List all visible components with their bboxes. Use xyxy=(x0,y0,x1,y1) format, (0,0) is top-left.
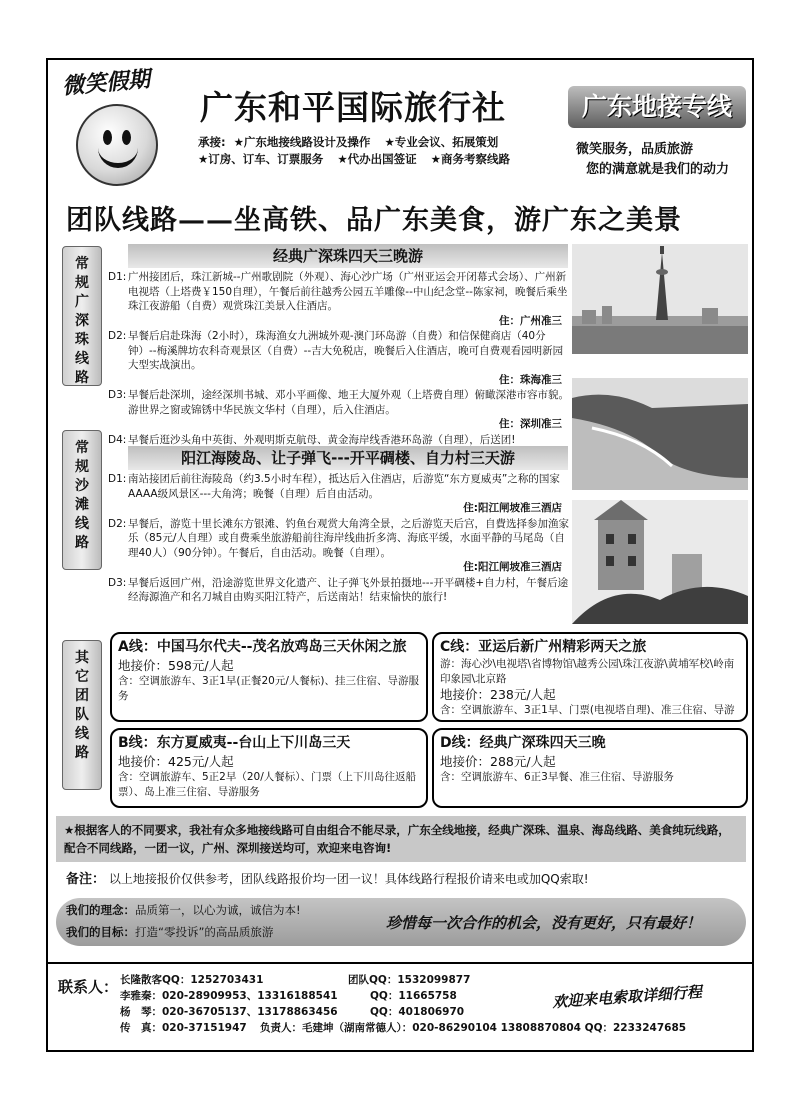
contact-row: 杨 琴：020-36705137、13178863456 xyxy=(120,1006,338,1018)
tab-other-routes xyxy=(62,640,102,790)
route-c-price: 地接价：238元/人起 xyxy=(440,687,556,702)
contact-label: 联系人： xyxy=(58,978,119,996)
route2-itinerary xyxy=(108,472,570,606)
slogan-line-2: 您的满意就是我们的动力 xyxy=(586,162,730,177)
service-item: ★专业会议、拓展策划 xyxy=(384,135,499,149)
contact-row-right: 负责人：毛建坤（湖南常德人）：020-86290104 13808870804 QQ：2233247685 xyxy=(260,1022,687,1034)
route-a-price: 地接价：598元/人起 xyxy=(118,658,234,673)
route-d-box xyxy=(432,728,748,808)
contact-row: 传 真：020-37151947 xyxy=(120,1022,247,1034)
route-a-include: 含：空调旅游车、3正1早(正餐20元/人餐标)、挂三住宿、导游服务 xyxy=(118,675,419,702)
remark-label: 备注： xyxy=(66,872,106,887)
day-stay: 住:阳江闸坡准三酒店 xyxy=(463,502,562,514)
route2-day xyxy=(108,576,570,605)
tab-regular-beach xyxy=(62,430,102,570)
route1-day xyxy=(108,433,570,448)
day-label: D2: xyxy=(108,517,127,530)
contact-row: 长隆散客QQ：1252703431 xyxy=(120,974,264,986)
day-stay: 住:阳江闸坡准三酒店 xyxy=(463,561,562,573)
route-b-title: B线：东方夏威夷--台山上下川岛三天 xyxy=(118,735,351,751)
route-d-include: 含：空调旅游车、6正3早餐、准三住宿、导游服务 xyxy=(440,771,674,783)
service-item: ★代办出国签证 xyxy=(337,152,417,166)
day-text: 早餐后逛沙头角中英街、外观明斯克航母、黄金海岸线香港环岛游（自理），后送团! xyxy=(128,433,516,446)
day-text: 早餐后启赴珠海（2小时），珠海渔女九洲城外观-澳门环岛游（自费）和信保健商店（40分钟）--梅溪牌坊农科奇观景区（自费）--吉大免税店，晚餐后入住酒店，晚可自费观看园明新园大型实战演出。 xyxy=(128,330,564,371)
concept-label: 我们的理念： xyxy=(66,903,135,917)
route1-title: 经典广深珠四天三晚游 xyxy=(128,244,568,268)
route2-day xyxy=(108,517,570,575)
flyer-page xyxy=(46,58,754,1052)
route-c-box xyxy=(432,632,748,722)
remark-text: 以上地接报价仅供参考，团队线路报价均一团一议！具体线路行程报价请来电或加QQ索取! xyxy=(108,872,589,886)
day-text: 早餐后返回广州，沿途游览世界文化遗产、让子弹飞外景拍摄地---开平碉楼+自力村，午餐后途经海源渔产和名刀城自由购买阳江特产，后送南站！结束愉快的旅行! xyxy=(128,576,569,603)
day-label: D1: xyxy=(108,271,127,283)
day-text: 南站接团后前往海陵岛（约3.5小时车程），抵达后入住酒店，后游览“东方夏威夷”之称的国家AAAA级风景区---大角湾；晚餐（自理）后自由活动。 xyxy=(128,473,560,500)
route1-day xyxy=(108,270,570,328)
tab-label: 常规广深珠线路 xyxy=(75,256,89,386)
service-item: ★广东地接线路设计及操作 xyxy=(233,135,371,149)
day-stay: 住：深圳准三 xyxy=(499,418,562,430)
beach-photo xyxy=(572,378,748,490)
slogan xyxy=(576,140,729,180)
contact-row: 李雅秦：020-28909953、13316188541 xyxy=(120,990,338,1002)
route-c-route: 游：海心沙\电视塔\省博物馆\越秀公园\珠江夜游\黄埔军校\岭南印象园\北京路 xyxy=(440,658,735,685)
day-stay: 住：珠海准三 xyxy=(499,373,562,386)
concept-text: 品质第一，以心为诚，诚信为本! xyxy=(135,903,301,917)
contact-row-right: QQ：401806970 xyxy=(370,1006,465,1018)
route-b-box xyxy=(110,728,428,808)
route-a-title: A线：中国马尔代夫--茂名放鸡岛三天休闲之旅 xyxy=(118,639,407,655)
route1-day xyxy=(108,388,570,432)
route-c-include: 含：空调旅游车、3正1早、门票(电视塔自理)、准三住宿、导游 xyxy=(440,704,735,716)
route1-day xyxy=(108,329,570,387)
diaolou-photo xyxy=(572,500,748,624)
day-label: D3: xyxy=(108,389,127,401)
day-stay: 住：广州准三 xyxy=(499,314,562,327)
notice-band: ★根据客人的不同要求，我社有众多地接线路可自由组合不能尽录，广东全线地接，经典广深珠、温泉、海岛线路、美食纯玩线路，配合不同线路，一团一议，广州、深圳接送均可，欢迎来电咨询! xyxy=(56,816,746,862)
goal-text: 打造“零投诉”的高品质旅游 xyxy=(135,925,274,939)
welcome-text: 欢迎来电索取详细行程 xyxy=(551,982,703,1012)
route-b-include: 含：空调旅游车、5正2早（20/人餐标）、门票（上下川岛往返船票）、岛上准三住宿、导游服务 xyxy=(118,771,417,798)
logo-script-text: 微笑假期 xyxy=(61,66,152,100)
route2-title: 阳江海陵岛、让子弹飞---开平碉楼、自力村三天游 xyxy=(128,446,568,470)
service-item: ★订房、订车、订票服务 xyxy=(198,152,324,166)
day-text: 早餐后，游览十里长滩东方银滩、钓鱼台观赏大角湾全景，之后游览天后宫，自費选择参加渔家乐（85元/人自理）或自费乘坐旅游船前往海岸线曲折多湾、海底平缓，水面平静的马尾岛（自理40人）（90分钟）。午餐后，自由活动。晚餐（自理）。 xyxy=(128,517,569,559)
contact-section xyxy=(48,962,752,1052)
day-text: 广州接团后，珠江新城--广州歌剧院（外观）、海心沙广场（广州亚运会开闭幕式会场）、广州新电视塔（上塔费￥150自理），午餐后前往越秀公园五羊雕像--中山纪念堂--陈家祠，晚餐后乘坐珠江夜游船（自费）观赏珠江美景入住酒店。 xyxy=(128,271,568,312)
smiley-icon xyxy=(76,104,158,186)
route-c-title: C线：亚运后新广州精彩两天之旅 xyxy=(440,639,647,655)
contact-row-right: 团队QQ：1532099877 xyxy=(348,974,471,986)
concept-line xyxy=(66,902,301,918)
services-label: 承接: xyxy=(198,135,226,149)
day-label: D1: xyxy=(108,473,127,485)
motto: 珍惜每一次合作的机会，没有更好，只有最好！ xyxy=(386,914,702,932)
services-list xyxy=(198,134,520,168)
tab-label: 其它团队线路 xyxy=(75,650,89,761)
goal-line xyxy=(66,924,273,940)
goal-label: 我们的目标： xyxy=(66,925,135,939)
company-name: 广东和平国际旅行社 xyxy=(200,88,506,127)
route-d-price: 地接价：288元/人起 xyxy=(440,754,556,769)
route2-day xyxy=(108,472,570,516)
header xyxy=(48,60,752,194)
route-d-title: D线：经典广深珠四天三晚 xyxy=(440,735,606,751)
remark xyxy=(66,868,589,887)
service-item: ★商务考察线路 xyxy=(430,152,510,166)
route-b-price: 地接价：425元/人起 xyxy=(118,754,234,769)
day-label: D2: xyxy=(108,330,127,342)
slogan-line-1: 微笑服务，品质旅游 xyxy=(576,142,694,157)
local-tour-badge: 广东地接专线 xyxy=(568,86,746,128)
route-a-box xyxy=(110,632,428,722)
canton-tower-photo xyxy=(572,244,748,354)
route1-itinerary xyxy=(108,270,570,448)
contact-row-right: QQ：11665758 xyxy=(370,990,457,1002)
day-text: 早餐后赴深圳，途经深圳书城、邓小平画像、地王大厦外观（上塔费自理）俯瞰深港市容市貌。游世界之窗或锦锈中华民族文华村（自理），后入住酒店。 xyxy=(128,389,569,416)
day-label: D4: xyxy=(108,433,127,446)
day-label: D3: xyxy=(108,576,127,589)
tab-label: 常规沙滩线路 xyxy=(75,440,89,551)
tab-regular-gszz xyxy=(62,246,102,386)
ideas-section xyxy=(56,892,746,954)
main-title: 团队线路——坐高铁、品广东美食，游广东之美景 xyxy=(66,205,682,236)
